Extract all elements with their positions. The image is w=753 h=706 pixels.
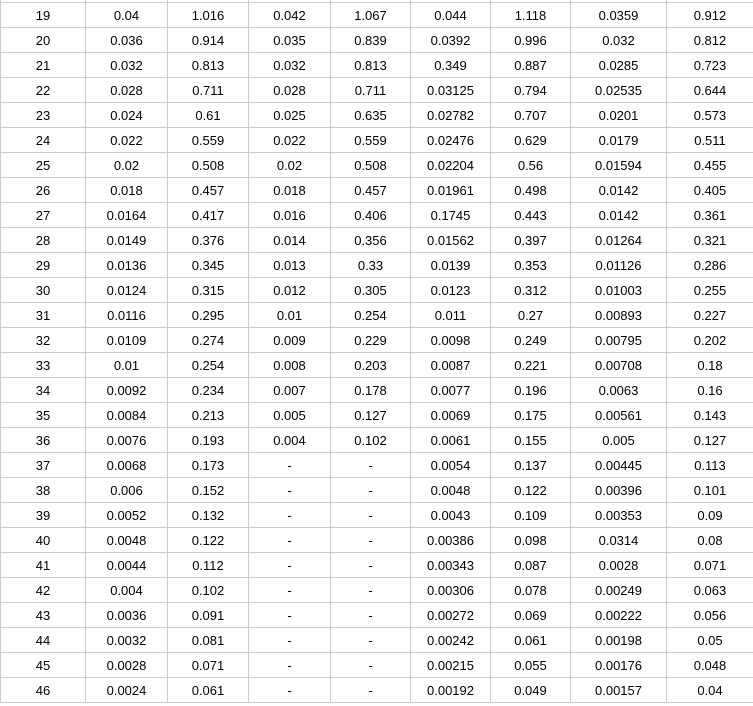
value-cell: 0.02535 [571, 78, 667, 103]
value-cell: 0.0314 [571, 528, 667, 553]
value-cell: - [331, 553, 411, 578]
table-row [1, 553, 753, 578]
value-cell: 0.127 [331, 403, 411, 428]
value-cell: 0.008 [249, 353, 331, 378]
value-cell: 0.032 [86, 53, 168, 78]
value-cell: 0.004 [86, 578, 168, 603]
value-cell: 0.00242 [411, 628, 491, 653]
value-cell: 0.508 [331, 153, 411, 178]
gauge-number-cell: 39 [1, 503, 86, 528]
value-cell: 0.629 [491, 128, 571, 153]
table-body [1, 0, 753, 703]
table-row [1, 53, 753, 78]
value-cell: 0.0142 [571, 203, 667, 228]
gauge-number-cell: 41 [1, 553, 86, 578]
value-cell: - [331, 603, 411, 628]
value-cell: 0.356 [331, 228, 411, 253]
value-cell: 0.227 [667, 303, 753, 328]
value-cell: 0.004 [249, 428, 331, 453]
gauge-number-cell: 38 [1, 478, 86, 503]
table-row [1, 428, 753, 453]
value-cell: 0.087 [491, 553, 571, 578]
value-cell: 0.0392 [411, 28, 491, 53]
gauge-number-cell: 37 [1, 453, 86, 478]
value-cell: 0.0054 [411, 453, 491, 478]
value-cell: 0.014 [249, 228, 331, 253]
value-cell: 0.122 [491, 478, 571, 503]
value-cell: 0.0043 [411, 503, 491, 528]
value-cell: 0.254 [331, 303, 411, 328]
value-cell: 0.376 [168, 228, 249, 253]
value-cell: 0.813 [168, 53, 249, 78]
value-cell: 0.102 [168, 578, 249, 603]
value-cell: 0.996 [491, 28, 571, 53]
value-cell: 0.345 [168, 253, 249, 278]
value-cell: 0.0076 [86, 428, 168, 453]
gauge-number-cell: 45 [1, 653, 86, 678]
value-cell: 0.0028 [571, 553, 667, 578]
value-cell: 0.02782 [411, 103, 491, 128]
value-cell: 0.00272 [411, 603, 491, 628]
value-cell: 0.01126 [571, 253, 667, 278]
value-cell: 0.137 [491, 453, 571, 478]
value-cell: 0.01264 [571, 228, 667, 253]
table-row [1, 253, 753, 278]
value-cell: 0.912 [667, 3, 753, 28]
value-cell: 0.813 [331, 53, 411, 78]
value-cell: 0.061 [491, 628, 571, 653]
value-cell: 0.143 [667, 403, 753, 428]
value-cell: 0.02 [86, 153, 168, 178]
gauge-number-cell: 19 [1, 3, 86, 28]
value-cell: 0.498 [491, 178, 571, 203]
value-cell: 0.011 [411, 303, 491, 328]
value-cell: 0.175 [491, 403, 571, 428]
value-cell: 0.04 [667, 678, 753, 703]
value-cell: - [249, 578, 331, 603]
value-cell: 0.0201 [571, 103, 667, 128]
gauge-number-cell: 22 [1, 78, 86, 103]
value-cell: 1.016 [168, 3, 249, 28]
value-cell: 0.03125 [411, 78, 491, 103]
value-cell: 0.0061 [411, 428, 491, 453]
table-row [1, 278, 753, 303]
value-cell: 0.0077 [411, 378, 491, 403]
table-row [1, 178, 753, 203]
value-cell: 0.711 [331, 78, 411, 103]
value-cell: 0.635 [331, 103, 411, 128]
value-cell: 0.00343 [411, 553, 491, 578]
value-cell: 0.02204 [411, 153, 491, 178]
gauge-number-cell: 29 [1, 253, 86, 278]
gauge-number-cell: 20 [1, 28, 86, 53]
value-cell: 0.1745 [411, 203, 491, 228]
table-row [1, 653, 753, 678]
value-cell: 0.071 [667, 553, 753, 578]
value-cell: - [249, 628, 331, 653]
table-row [1, 453, 753, 478]
value-cell: 0.071 [168, 653, 249, 678]
value-cell: 0.0052 [86, 503, 168, 528]
value-cell: - [331, 628, 411, 653]
value-cell: 0.559 [331, 128, 411, 153]
value-cell: 0.101 [667, 478, 753, 503]
value-cell: 0.202 [667, 328, 753, 353]
value-cell: - [249, 603, 331, 628]
value-cell: 0.312 [491, 278, 571, 303]
value-cell: 0.0036 [86, 603, 168, 628]
value-cell: 0.00198 [571, 628, 667, 653]
value-cell: 0.353 [491, 253, 571, 278]
value-cell: 0.255 [667, 278, 753, 303]
value-cell: 0.127 [667, 428, 753, 453]
value-cell: 0.443 [491, 203, 571, 228]
value-cell: 0.069 [491, 603, 571, 628]
table-row [1, 28, 753, 53]
value-cell: 0.229 [331, 328, 411, 353]
value-cell: 0.18 [667, 353, 753, 378]
gauge-number-cell: 31 [1, 303, 86, 328]
table-row [1, 678, 753, 703]
value-cell: 0.249 [491, 328, 571, 353]
value-cell: 0.049 [491, 678, 571, 703]
table-row [1, 353, 753, 378]
value-cell: 0.0123 [411, 278, 491, 303]
gauge-number-cell: 40 [1, 528, 86, 553]
value-cell: 0.005 [249, 403, 331, 428]
value-cell: 0.193 [168, 428, 249, 453]
value-cell: 0.00306 [411, 578, 491, 603]
value-cell: 0.01594 [571, 153, 667, 178]
value-cell: 0.00893 [571, 303, 667, 328]
table-row [1, 378, 753, 403]
value-cell: 0.196 [491, 378, 571, 403]
table-row [1, 303, 753, 328]
gauge-number-cell: 32 [1, 328, 86, 353]
value-cell: 0.349 [411, 53, 491, 78]
value-cell: 0.032 [571, 28, 667, 53]
value-cell: 0.05 [667, 628, 753, 653]
value-cell: 0.56 [491, 153, 571, 178]
value-cell: 0.559 [168, 128, 249, 153]
value-cell: 0.00157 [571, 678, 667, 703]
value-cell: 0.04 [86, 3, 168, 28]
value-cell: 0.01562 [411, 228, 491, 253]
value-cell: 0.0048 [411, 478, 491, 503]
value-cell: 0.098 [491, 528, 571, 553]
value-cell: 0.112 [168, 553, 249, 578]
value-cell: 0.01003 [571, 278, 667, 303]
value-cell: 0.61 [168, 103, 249, 128]
value-cell: 0.022 [86, 128, 168, 153]
value-cell: 0.00176 [571, 653, 667, 678]
table-row [1, 628, 753, 653]
value-cell: - [249, 678, 331, 703]
value-cell: 0.455 [667, 153, 753, 178]
gauge-number-cell: 30 [1, 278, 86, 303]
value-cell: 0.01 [86, 353, 168, 378]
value-cell: 0.132 [168, 503, 249, 528]
value-cell: - [249, 528, 331, 553]
value-cell: 0.0285 [571, 53, 667, 78]
value-cell: 0.0098 [411, 328, 491, 353]
value-cell: 0.016 [249, 203, 331, 228]
table-row [1, 578, 753, 603]
gauge-number-cell: 44 [1, 628, 86, 653]
value-cell: 0.0109 [86, 328, 168, 353]
value-cell: 0.152 [168, 478, 249, 503]
value-cell: 0.102 [331, 428, 411, 453]
value-cell: 0.295 [168, 303, 249, 328]
value-cell: - [331, 653, 411, 678]
value-cell: 0.012 [249, 278, 331, 303]
value-cell: 0.0032 [86, 628, 168, 653]
value-cell: 0.361 [667, 203, 753, 228]
value-cell: 0.723 [667, 53, 753, 78]
value-cell: 0.024 [86, 103, 168, 128]
value-cell: 0.234 [168, 378, 249, 403]
value-cell: 0.711 [168, 78, 249, 103]
value-cell: 0.0048 [86, 528, 168, 553]
value-cell: 0.0063 [571, 378, 667, 403]
value-cell: 0.155 [491, 428, 571, 453]
value-cell: 0.025 [249, 103, 331, 128]
value-cell: 0.056 [667, 603, 753, 628]
table-row [1, 128, 753, 153]
value-cell: 0.274 [168, 328, 249, 353]
value-cell: 0.00396 [571, 478, 667, 503]
value-cell: 0.286 [667, 253, 753, 278]
table-row [1, 103, 753, 128]
value-cell: 0.081 [168, 628, 249, 653]
value-cell: 0.022 [249, 128, 331, 153]
value-cell: 0.00222 [571, 603, 667, 628]
table-row [1, 603, 753, 628]
table-row [1, 203, 753, 228]
value-cell: 0.0359 [571, 3, 667, 28]
value-cell: 0.254 [168, 353, 249, 378]
value-cell: 0.707 [491, 103, 571, 128]
value-cell: 0.028 [86, 78, 168, 103]
gauge-number-cell: 36 [1, 428, 86, 453]
value-cell: - [249, 553, 331, 578]
value-cell: 0.0136 [86, 253, 168, 278]
value-cell: 0.511 [667, 128, 753, 153]
value-cell: 0.405 [667, 178, 753, 203]
gauge-number-cell: 25 [1, 153, 86, 178]
value-cell: - [249, 503, 331, 528]
value-cell: 0.018 [249, 178, 331, 203]
value-cell: 0.0164 [86, 203, 168, 228]
value-cell: 0.0084 [86, 403, 168, 428]
gauge-number-cell: 46 [1, 678, 86, 703]
table-row [1, 403, 753, 428]
value-cell: 0.018 [86, 178, 168, 203]
value-cell: 0.02 [249, 153, 331, 178]
value-cell: 0.0149 [86, 228, 168, 253]
value-cell: 0.035 [249, 28, 331, 53]
value-cell: 0.044 [411, 3, 491, 28]
value-cell: 0.00353 [571, 503, 667, 528]
value-cell: 0.417 [168, 203, 249, 228]
value-cell: 0.0092 [86, 378, 168, 403]
value-cell: 0.16 [667, 378, 753, 403]
value-cell: 0.0068 [86, 453, 168, 478]
gauge-number-cell: 27 [1, 203, 86, 228]
gauge-number-cell: 42 [1, 578, 86, 603]
value-cell: - [331, 453, 411, 478]
value-cell: 0.028 [249, 78, 331, 103]
value-cell: 0.00561 [571, 403, 667, 428]
value-cell: 0.08 [667, 528, 753, 553]
value-cell: 0.036 [86, 28, 168, 53]
table-row [1, 228, 753, 253]
value-cell: 0.457 [168, 178, 249, 203]
value-cell: 0.009 [249, 328, 331, 353]
value-cell: 0.812 [667, 28, 753, 53]
value-cell: 0.794 [491, 78, 571, 103]
value-cell: 0.00192 [411, 678, 491, 703]
table-row [1, 503, 753, 528]
value-cell: 0.0124 [86, 278, 168, 303]
value-cell: 0.00386 [411, 528, 491, 553]
value-cell: 0.078 [491, 578, 571, 603]
value-cell: 0.173 [168, 453, 249, 478]
gauge-number-cell: 28 [1, 228, 86, 253]
value-cell: 0.00215 [411, 653, 491, 678]
table-row [1, 528, 753, 553]
value-cell: 0.644 [667, 78, 753, 103]
value-cell: - [331, 578, 411, 603]
value-cell: 0.27 [491, 303, 571, 328]
value-cell: 0.0179 [571, 128, 667, 153]
value-cell: 0.839 [331, 28, 411, 53]
value-cell: 0.061 [168, 678, 249, 703]
value-cell: 0.007 [249, 378, 331, 403]
value-cell: 0.887 [491, 53, 571, 78]
value-cell: 1.067 [331, 3, 411, 28]
value-cell: 0.315 [168, 278, 249, 303]
value-cell: 0.33 [331, 253, 411, 278]
value-cell: 0.00708 [571, 353, 667, 378]
value-cell: 0.032 [249, 53, 331, 78]
value-cell: 0.006 [86, 478, 168, 503]
value-cell: 0.203 [331, 353, 411, 378]
value-cell: 0.109 [491, 503, 571, 528]
value-cell: - [249, 453, 331, 478]
value-cell: - [331, 678, 411, 703]
value-cell: 0.305 [331, 278, 411, 303]
value-cell: 0.914 [168, 28, 249, 53]
value-cell: - [249, 478, 331, 503]
table-row [1, 78, 753, 103]
gauge-number-cell: 43 [1, 603, 86, 628]
value-cell: 0.09 [667, 503, 753, 528]
gauge-number-cell: 34 [1, 378, 86, 403]
value-cell: 0.048 [667, 653, 753, 678]
value-cell: - [331, 528, 411, 553]
value-cell: 0.0024 [86, 678, 168, 703]
value-cell: 0.02476 [411, 128, 491, 153]
value-cell: 0.0069 [411, 403, 491, 428]
value-cell: 0.321 [667, 228, 753, 253]
value-cell: 1.118 [491, 3, 571, 28]
value-cell: 0.0142 [571, 178, 667, 203]
value-cell: 0.406 [331, 203, 411, 228]
value-cell: 0.508 [168, 153, 249, 178]
gauge-number-cell: 35 [1, 403, 86, 428]
value-cell: 0.00445 [571, 453, 667, 478]
value-cell: 0.0087 [411, 353, 491, 378]
value-cell: 0.213 [168, 403, 249, 428]
value-cell: - [249, 653, 331, 678]
table-row [1, 478, 753, 503]
value-cell: 0.178 [331, 378, 411, 403]
gauge-number-cell: 33 [1, 353, 86, 378]
gauge-number-cell: 23 [1, 103, 86, 128]
value-cell: 0.573 [667, 103, 753, 128]
gauge-number-cell: 21 [1, 53, 86, 78]
value-cell: 0.397 [491, 228, 571, 253]
value-cell: 0.013 [249, 253, 331, 278]
table-row [1, 153, 753, 178]
table-row [1, 328, 753, 353]
value-cell: 0.01961 [411, 178, 491, 203]
value-cell: 0.0116 [86, 303, 168, 328]
value-cell: 0.457 [331, 178, 411, 203]
value-cell: 0.055 [491, 653, 571, 678]
value-cell: - [331, 478, 411, 503]
value-cell: - [331, 503, 411, 528]
value-cell: 0.091 [168, 603, 249, 628]
value-cell: 0.0044 [86, 553, 168, 578]
value-cell: 0.005 [571, 428, 667, 453]
value-cell: 0.063 [667, 578, 753, 603]
value-cell: 0.0139 [411, 253, 491, 278]
value-cell: 0.00795 [571, 328, 667, 353]
value-cell: 0.00249 [571, 578, 667, 603]
value-cell: 0.113 [667, 453, 753, 478]
value-cell: 0.122 [168, 528, 249, 553]
value-cell: 0.221 [491, 353, 571, 378]
value-cell: 0.01 [249, 303, 331, 328]
value-cell: 0.042 [249, 3, 331, 28]
gauge-number-cell: 24 [1, 128, 86, 153]
gauge-number-cell: 26 [1, 178, 86, 203]
table-row [1, 3, 753, 28]
value-cell: 0.0028 [86, 653, 168, 678]
